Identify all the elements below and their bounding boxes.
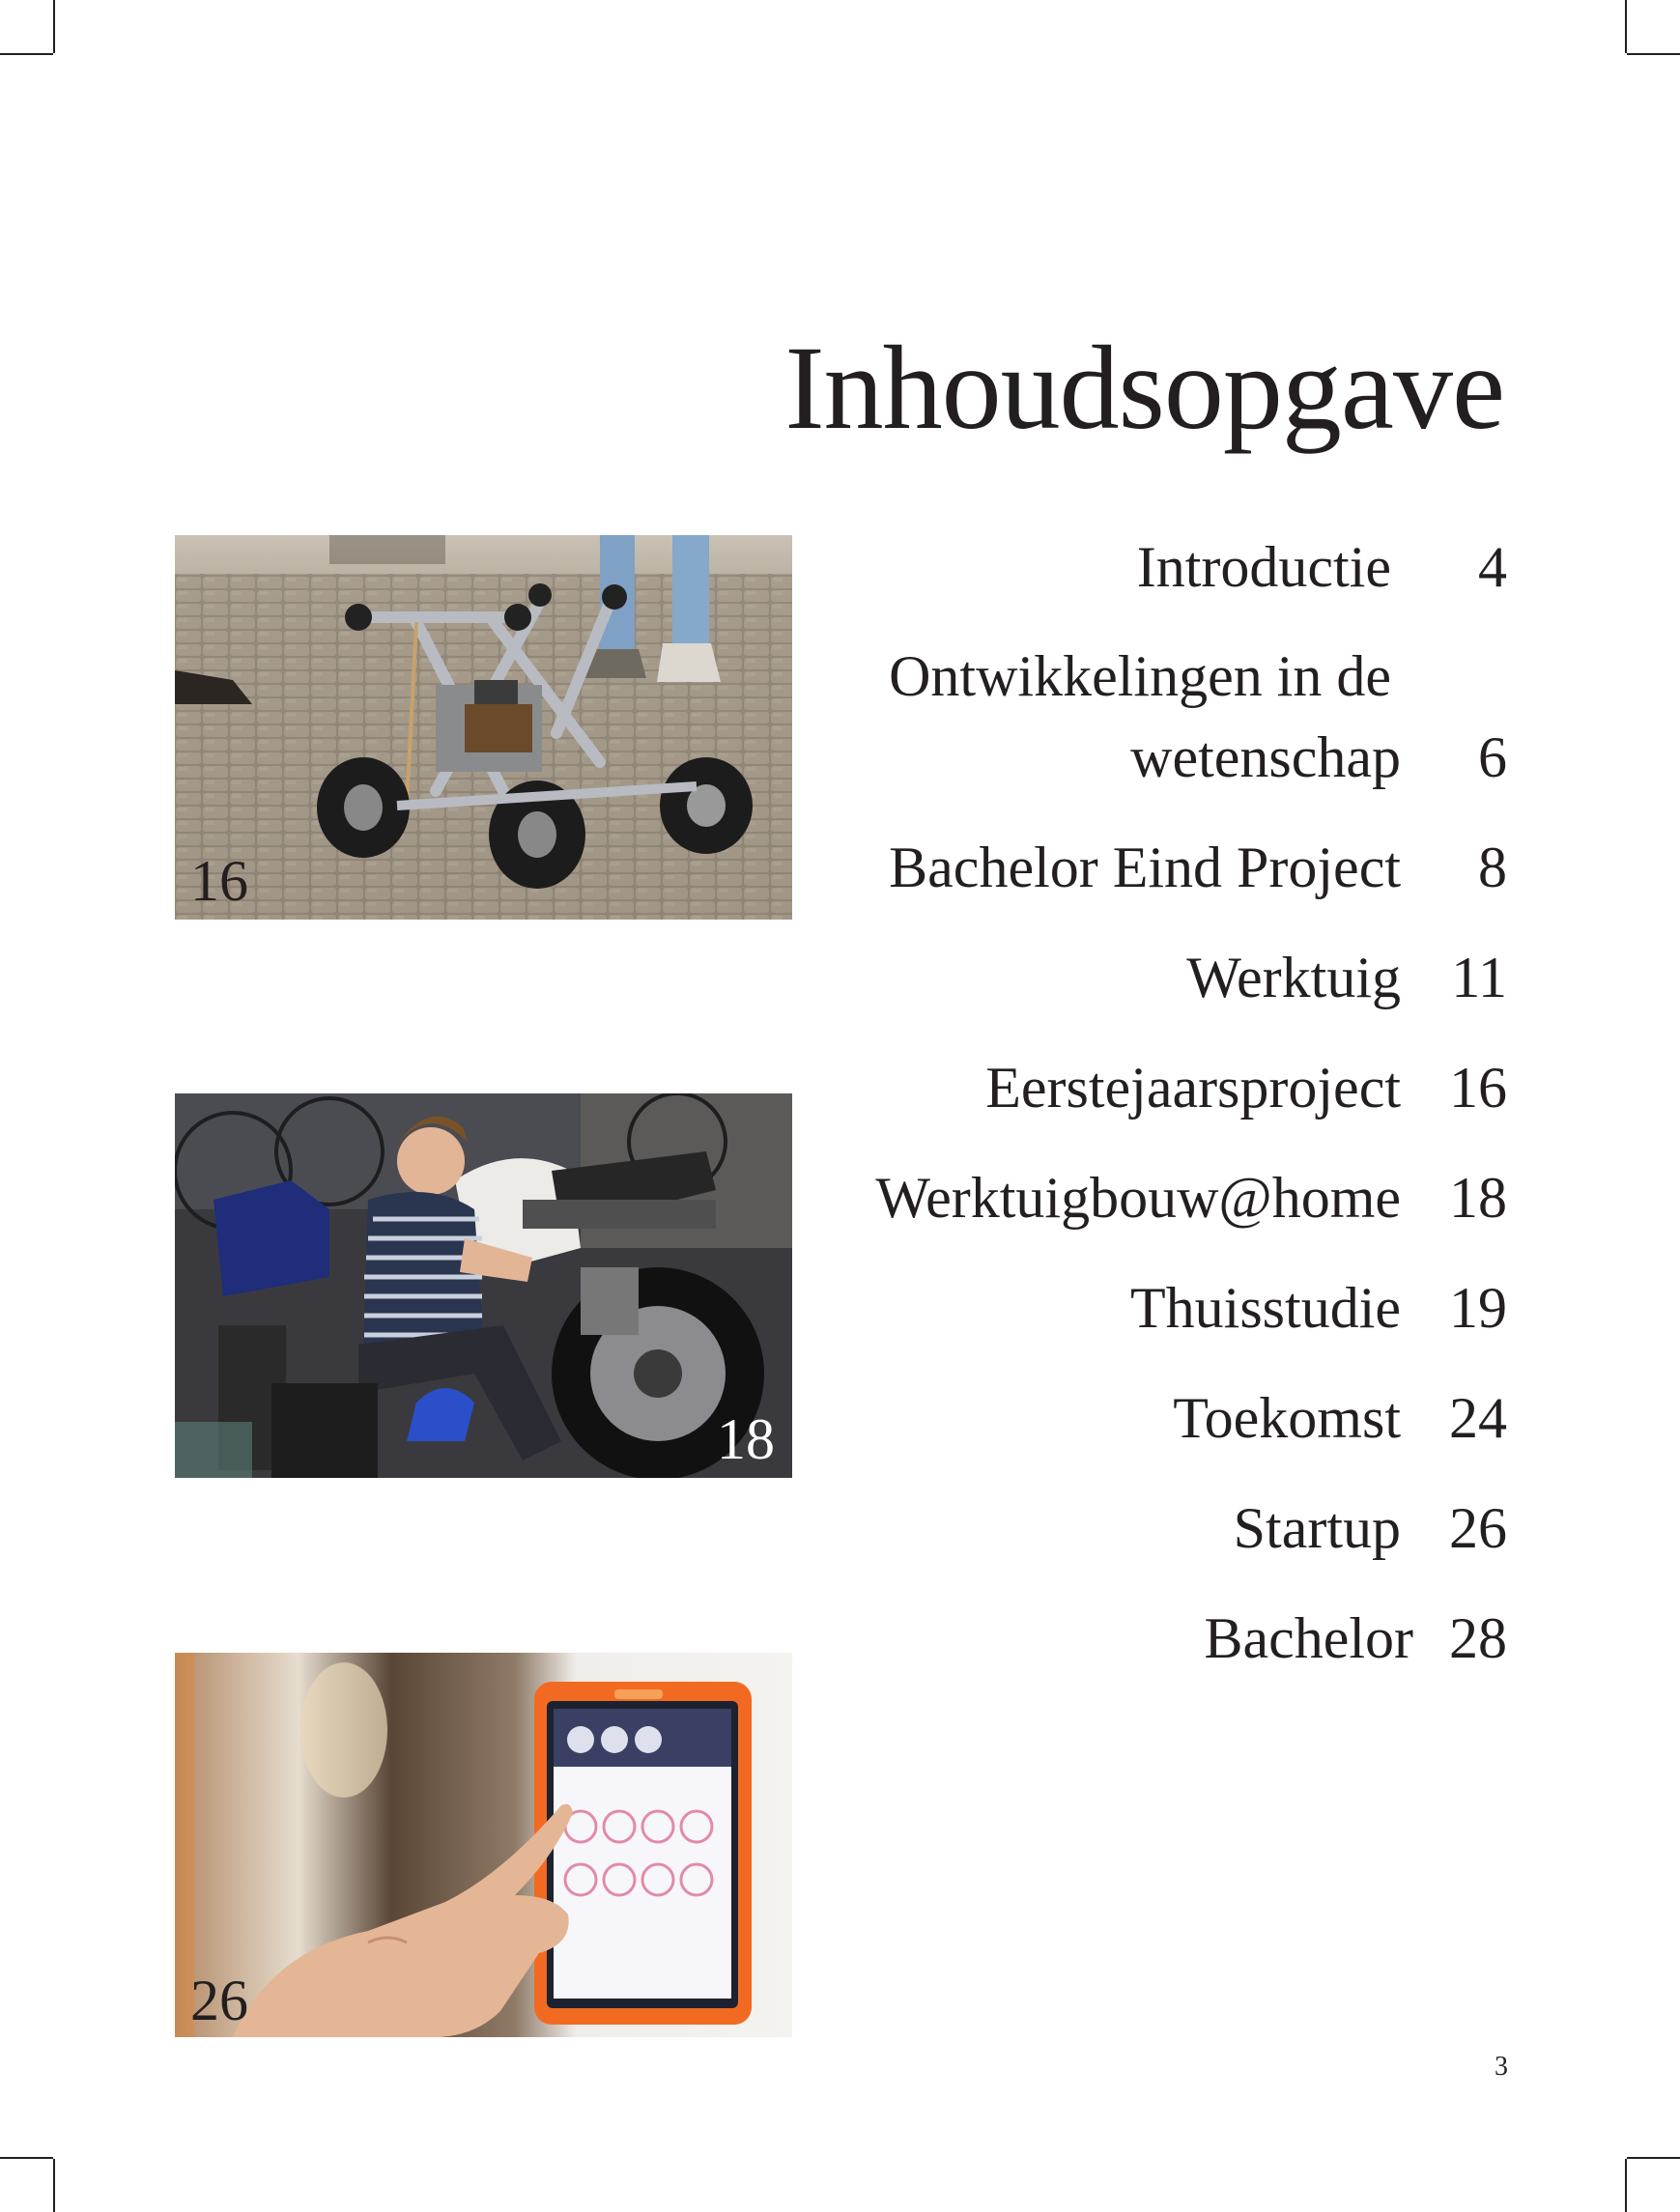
page-number: 3 [1495, 2052, 1508, 2082]
toc-label: Thuisstudie [1130, 1276, 1401, 1340]
robot-vehicle-image [175, 535, 792, 920]
toc-page: 4 [1478, 535, 1507, 599]
photo-page-number: 18 [717, 1407, 775, 1471]
page-title: Inhoudsopgave [784, 322, 1504, 454]
toc-label: Werktuig [1186, 946, 1401, 1009]
toc-label: Ontwikkelingen in de [889, 644, 1391, 708]
toc-page: 24 [1449, 1386, 1507, 1450]
crop-mark [53, 0, 55, 53]
toc-page: 28 [1449, 1606, 1507, 1670]
toc-page: 8 [1478, 836, 1507, 899]
toc-label: wetenschap [1130, 725, 1401, 789]
toc-label: Bachelor [1204, 1606, 1413, 1670]
student-motorcycle-image [175, 1093, 792, 1478]
crop-mark [1625, 2159, 1627, 2212]
tablet-touch-image [175, 1653, 792, 2037]
tablet-touch-photo[interactable] [175, 1653, 792, 2037]
toc-label: Toekomst [1173, 1386, 1401, 1450]
toc-label: Startup [1233, 1496, 1401, 1560]
toc-label: Eerstejaarsproject [985, 1056, 1401, 1120]
photo-page-number: 26 [190, 1969, 248, 2032]
student-motorcycle-photo[interactable] [175, 1093, 792, 1478]
crop-mark [1627, 53, 1680, 55]
photo-page-number: 16 [190, 849, 248, 913]
toc-label: Werktuigbouw@home [875, 1166, 1401, 1230]
crop-mark [0, 2157, 53, 2159]
toc-label: Bachelor Eind Project [889, 836, 1401, 899]
toc-page: 16 [1449, 1056, 1507, 1120]
toc-page: 6 [1478, 725, 1507, 789]
toc-page: 26 [1449, 1496, 1507, 1560]
toc-page: 19 [1449, 1276, 1507, 1340]
crop-mark [1625, 0, 1627, 53]
robot-vehicle-photo[interactable] [175, 535, 792, 920]
crop-mark [53, 2159, 55, 2212]
toc-label: Introductie [1136, 535, 1391, 599]
toc-page: 18 [1449, 1166, 1507, 1230]
crop-mark [1627, 2157, 1680, 2159]
crop-mark [0, 53, 53, 55]
toc-page: 11 [1451, 946, 1507, 1009]
